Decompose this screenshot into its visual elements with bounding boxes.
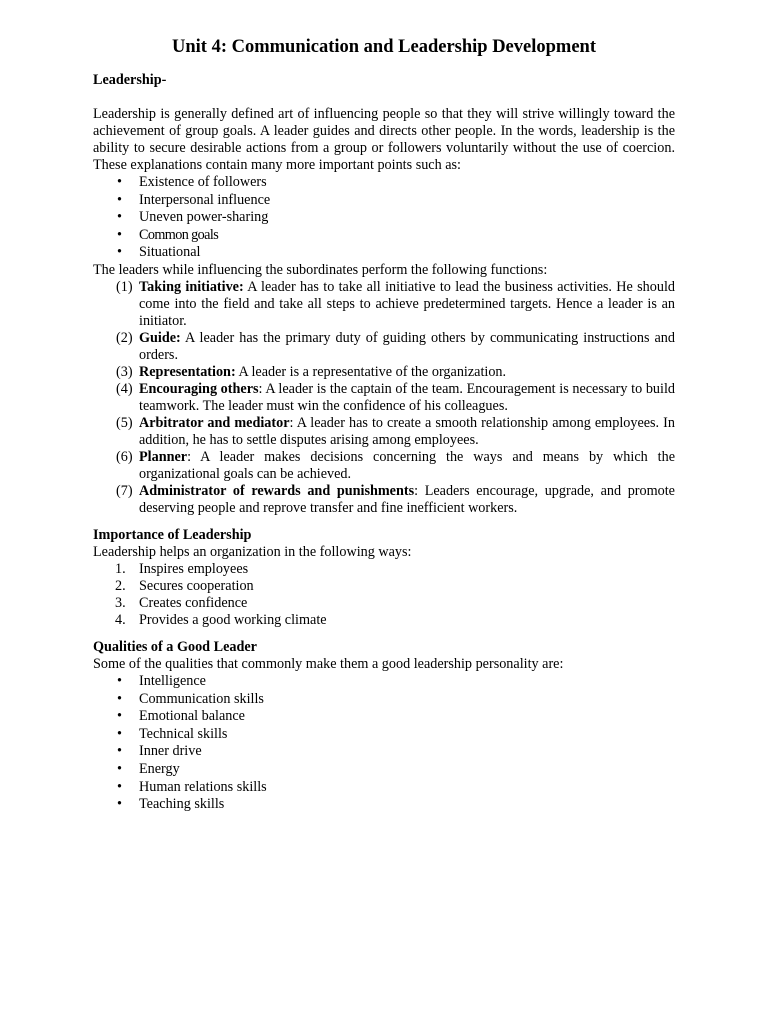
function-term: Arbitrator and mediator	[139, 414, 290, 431]
list-item	[93, 796, 675, 814]
function-text: : A leader makes decisions concerning the ways and means by which the organizational goals can be achieved.	[139, 448, 675, 482]
list-item-text: Technical skills	[139, 725, 228, 742]
bullet-icon: •	[117, 672, 122, 689]
list-item	[93, 279, 675, 330]
document-page	[93, 36, 675, 814]
item-number: (2)	[116, 329, 133, 346]
list-item-text: Provides a good working climate	[139, 611, 327, 628]
qualities-list	[93, 673, 675, 814]
function-term: Taking initiative:	[139, 278, 244, 295]
list-item	[93, 192, 675, 210]
functions-intro: The leaders while influencing the subordinates perform the following functions:	[93, 261, 548, 278]
page-title: Unit 4: Communication and Leadership Development	[172, 37, 596, 57]
bullet-icon: •	[117, 244, 122, 261]
list-item	[93, 708, 675, 726]
list-item	[93, 561, 675, 578]
list-item-text: Inspires employees	[139, 560, 249, 577]
bullet-icon: •	[117, 191, 122, 208]
item-number: (7)	[116, 482, 133, 499]
list-item-text: Interpersonal influence	[139, 191, 271, 208]
list-item	[93, 761, 675, 779]
bullet-icon: •	[117, 743, 122, 760]
list-item	[93, 743, 675, 761]
list-item	[93, 612, 675, 629]
list-item-text: Energy	[139, 760, 180, 777]
list-item	[93, 381, 675, 415]
function-text: A leader has to take all initiative to lead the business activities. He should come into the field and take all steps to achieve predetermined targets. Hence a leader is an initiator.	[139, 278, 675, 329]
function-text: : A leader has to create a smooth relationship among employees. In addition, he has to settle disputes arising among employees.	[139, 414, 675, 448]
item-number: 4.	[115, 611, 126, 628]
list-item-text: Teaching skills	[139, 796, 225, 813]
item-number: (1)	[116, 278, 133, 295]
function-term: Administrator of rewards and punishments	[139, 482, 415, 499]
item-number: (3)	[116, 363, 133, 380]
list-item-text: Common goals	[139, 226, 219, 243]
item-number: 3.	[115, 594, 126, 611]
spacer	[93, 629, 675, 639]
bullet-icon: •	[117, 796, 122, 813]
function-text: : Leaders encourage, upgrade, and promote deserving people and reprove transfer and fine inefficient workers.	[139, 482, 675, 516]
bullet-icon: •	[117, 174, 122, 190]
function-text: A leader is a representative of the organization.	[235, 363, 507, 380]
function-text: : A leader is the captain of the team. Encouragement is necessary to build teamwork. The leader must win the confidence of his colleagues.	[139, 380, 675, 414]
qualities-intro: Some of the qualities that commonly make them a good leadership personality are:	[93, 655, 564, 672]
item-number: (6)	[116, 448, 133, 465]
spacer	[93, 89, 675, 106]
function-term: Encouraging others	[139, 380, 259, 397]
list-item-text: Communication skills	[139, 690, 264, 707]
leadership-points-list	[93, 174, 675, 262]
importance-heading: Importance of Leadership	[93, 526, 252, 543]
bullet-icon: •	[117, 690, 122, 707]
item-number: 1.	[115, 560, 126, 577]
functions-list	[93, 279, 675, 517]
bullet-icon: •	[117, 708, 122, 725]
function-text: A leader has the primary duty of guiding others by communicating instructions and orders.	[139, 329, 675, 363]
list-item	[93, 415, 675, 449]
bullet-icon: •	[117, 226, 122, 243]
list-item	[93, 174, 675, 192]
item-number: (4)	[116, 380, 133, 397]
spacer	[93, 517, 675, 527]
list-item-text: Uneven power-sharing	[139, 209, 269, 226]
bullet-icon: •	[117, 760, 122, 777]
list-item	[93, 578, 675, 595]
importance-intro: Leadership helps an organization in the following ways:	[93, 543, 412, 560]
importance-list	[93, 561, 675, 629]
list-item-text: Inner drive	[139, 743, 202, 760]
list-item	[93, 330, 675, 364]
list-item-text: Human relations skills	[139, 778, 267, 795]
function-term: Planner	[139, 448, 188, 465]
list-item	[93, 726, 675, 744]
list-item-text: Emotional balance	[139, 708, 245, 725]
bullet-icon: •	[117, 725, 122, 742]
list-item	[93, 227, 675, 245]
bullet-icon: •	[117, 778, 122, 795]
list-item	[93, 673, 675, 691]
list-item-text: Intelligence	[139, 672, 206, 689]
list-item	[93, 449, 675, 483]
list-item-text: Creates confidence	[139, 594, 248, 611]
list-item	[93, 244, 675, 262]
item-number: (5)	[116, 414, 133, 431]
list-item	[93, 779, 675, 797]
function-term: Guide:	[139, 329, 181, 346]
leadership-heading: Leadership-	[93, 72, 167, 88]
list-item	[93, 364, 675, 381]
list-item-text: Existence of followers	[139, 174, 267, 190]
item-number: 2.	[115, 577, 126, 594]
leadership-intro: Leadership is generally defined art of influencing people so that they will strive willingly toward the achievement of group goals. A leader guides and directs other people. In the words, leadership is the ability to secure desirable actions from a group or followers voluntarily without the use of coercion. These explanations contain many more important points such as:	[93, 106, 675, 173]
list-item	[93, 691, 675, 709]
bullet-icon: •	[117, 209, 122, 226]
list-item	[93, 483, 675, 517]
function-term: Representation:	[139, 363, 236, 380]
list-item-text: Secures cooperation	[139, 577, 254, 594]
list-item	[93, 209, 675, 227]
qualities-heading: Qualities of a Good Leader	[93, 638, 257, 655]
list-item-text: Situational	[139, 244, 201, 261]
list-item	[93, 595, 675, 612]
